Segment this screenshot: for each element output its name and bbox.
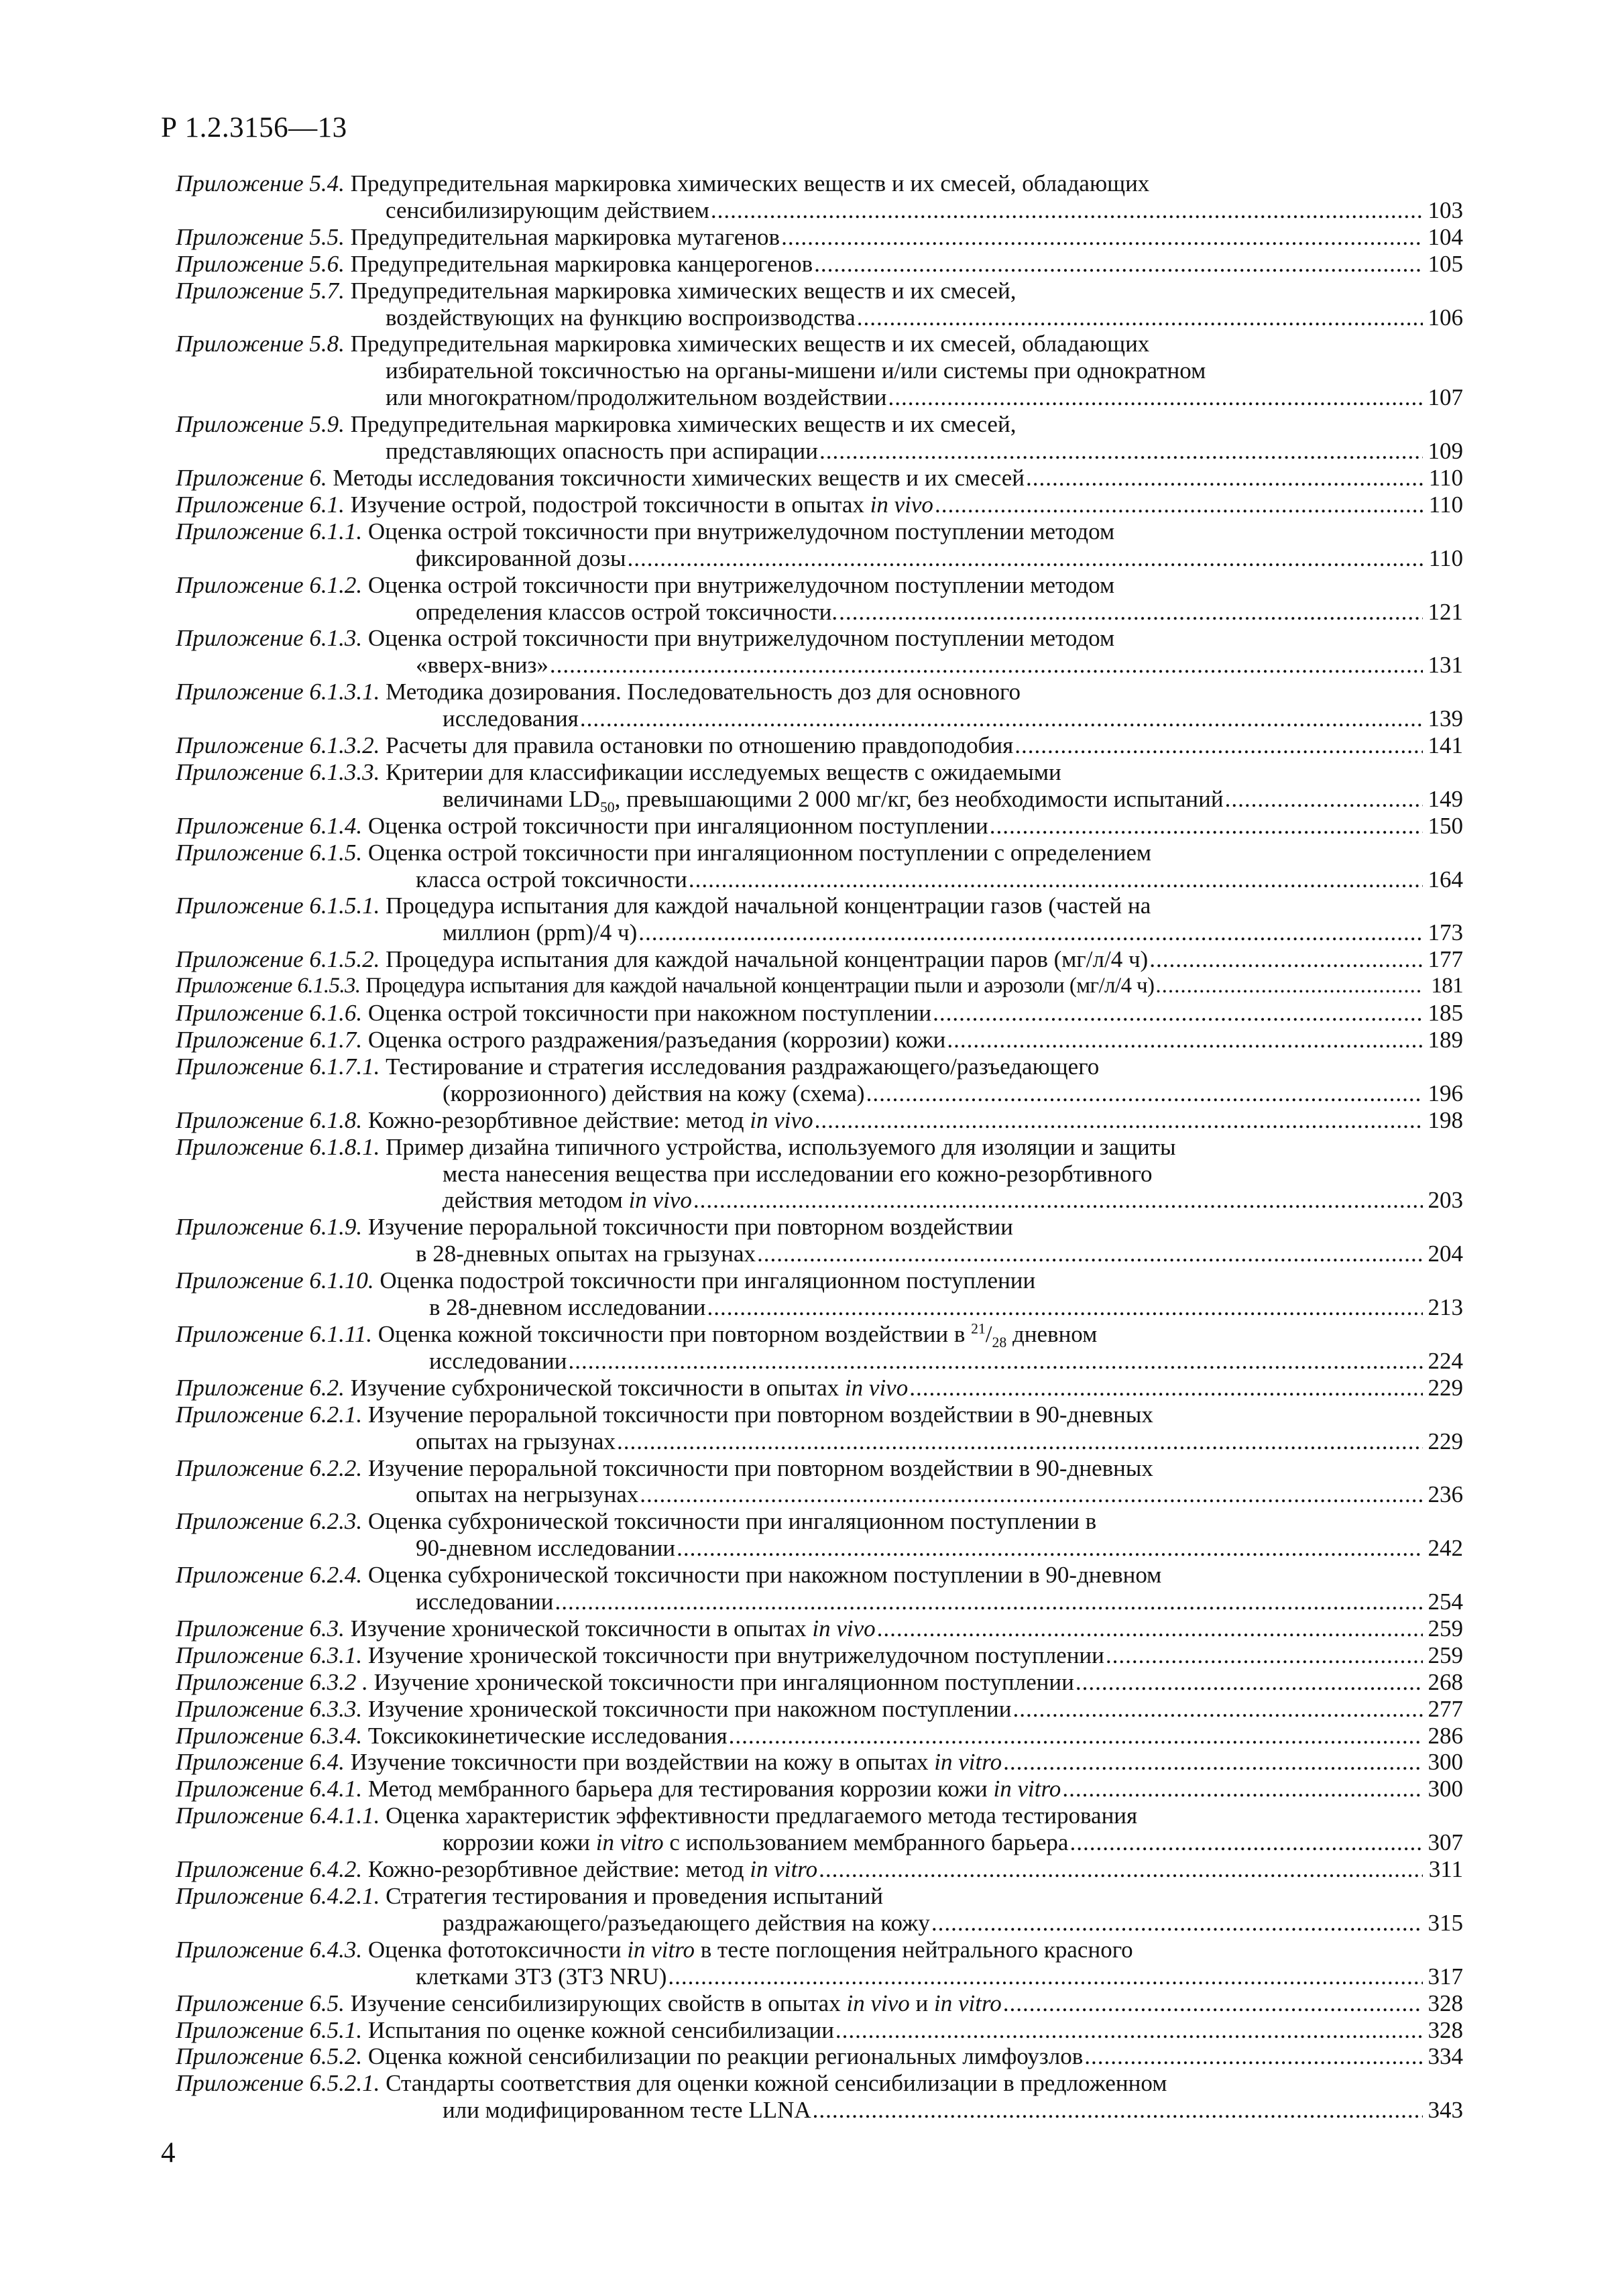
appendix-label: Приложение 6. <box>176 464 327 491</box>
toc-page-number: 286 <box>1428 1722 1463 1749</box>
toc-title: Приложение 6.5.2. Оценка кожной сенсибилизации по реакции региональных лимфоузлов <box>176 2043 1084 2070</box>
toc-entry <box>176 251 1463 278</box>
toc-title: Приложение 6.1. Изучение острой, подострой токсичности в опытах in vivo <box>176 491 933 518</box>
toc-title-line: Приложение 6.1.5.1. Процедура испытания для каждой начальной концентрации газов (частей на <box>176 893 1151 919</box>
toc-title: Приложение 5.5. Предупредительная маркировка мутагенов <box>176 223 780 250</box>
dot-leader <box>1069 1829 1423 1856</box>
dot-leader <box>933 1000 1423 1027</box>
toc-page-number: 224 <box>1428 1347 1463 1374</box>
toc-page-number: 141 <box>1428 732 1463 759</box>
toc-entry <box>176 1401 1463 1455</box>
toc-title-line: определения классов острой токсичности. <box>416 598 838 625</box>
toc-entry <box>176 331 1463 411</box>
appendix-label: Приложение 6.1.4. <box>176 812 363 839</box>
toc-entry <box>176 946 1463 973</box>
dot-leader <box>668 1963 1423 1990</box>
toc-title: Приложение 6.4. Изучение токсичности при воздействии на кожу в опытах in vitro <box>176 1749 1002 1776</box>
dot-leader <box>580 705 1423 732</box>
toc-page-number: 198 <box>1428 1106 1463 1133</box>
toc-page-number: 121 <box>1428 598 1463 625</box>
toc-title: Приложение 6.4.2. Кожно-резорбтивное действие: метод in vitro <box>176 1856 818 1883</box>
appendix-label: Приложение 6.1.11. <box>176 1320 373 1347</box>
appendix-label: Приложение 6.4. <box>176 1749 345 1776</box>
toc-title-line: или модифицированном тесте LLNA <box>443 2097 811 2124</box>
toc-title-line: Приложение 5.9. Предупредительная маркировка химических веществ и их смесей, <box>176 411 1017 438</box>
toc-page-number: 343 <box>1428 2097 1463 2124</box>
appendix-label: Приложение 6.1.8. <box>176 1106 363 1133</box>
toc-title-line: действия методом in vivo <box>443 1187 692 1214</box>
toc-page-number: 334 <box>1428 2043 1463 2070</box>
toc-entry <box>176 1562 1463 1615</box>
dot-leader <box>707 1294 1423 1321</box>
toc-entry <box>176 1508 1463 1562</box>
toc-page-number: 254 <box>1428 1589 1463 1615</box>
appendix-label: Приложение 6.2.2. <box>176 1454 363 1481</box>
toc-page-number: 300 <box>1428 1749 1463 1776</box>
toc-entry <box>176 465 1463 492</box>
toc-page-number: 105 <box>1428 250 1463 277</box>
dot-leader <box>1003 1749 1423 1776</box>
toc-page-number: 185 <box>1428 1000 1463 1027</box>
appendix-label: Приложение 6.1.5.2. <box>176 946 380 973</box>
toc-title: Приложение 6.3.3. Изучение хронической токсичности при накожном поступлении <box>176 1695 1012 1722</box>
toc-entry <box>176 1455 1463 1509</box>
toc-page-number: 203 <box>1428 1187 1463 1214</box>
toc-entry <box>176 1802 1463 1856</box>
toc-page-number: 103 <box>1428 196 1463 223</box>
toc-entry <box>176 2070 1463 2124</box>
toc-page-number: 229 <box>1428 1374 1463 1401</box>
dot-leader <box>1106 1642 1423 1669</box>
dot-leader <box>819 1856 1423 1883</box>
appendix-label: Приложение 5.6. <box>176 250 345 277</box>
dot-leader <box>1076 1669 1423 1696</box>
toc-entry <box>176 1749 1463 1776</box>
dot-leader <box>677 1535 1423 1562</box>
toc-page-number: 131 <box>1428 652 1463 679</box>
page-number: 4 <box>161 2137 176 2169</box>
toc-title-line: опытах на грызунах <box>416 1428 616 1454</box>
appendix-label: Приложение 6.1.5.1. <box>176 893 380 919</box>
toc-entry <box>176 1696 1463 1723</box>
appendix-label: Приложение 6.1.3.1. <box>176 679 380 705</box>
toc-title-line: воздействующих на функцию воспроизводства <box>386 304 856 331</box>
toc-title-line: (коррозионного) действия на кожу (схема) <box>443 1080 865 1106</box>
toc-page-number: 110 <box>1428 491 1463 518</box>
dot-leader <box>935 492 1423 518</box>
toc-entry <box>176 1321 1463 1375</box>
toc-entry <box>176 1615 1463 1642</box>
toc-title-line: Приложение 6.1.3. Оценка острой токсичности при внутрижелудочном поступлении методом <box>176 625 1115 652</box>
toc-page-number: 196 <box>1428 1080 1463 1106</box>
toc-title-line: 90-дневном исследовании <box>416 1535 676 1562</box>
toc-page-number: 300 <box>1428 1776 1463 1802</box>
toc-entry <box>176 1053 1463 1107</box>
toc-title: Приложение 6.3.4. Токсикокинетические исследования <box>176 1722 728 1749</box>
toc-page-number: 311 <box>1428 1856 1463 1883</box>
toc-entry <box>176 2043 1463 2070</box>
toc-title-line: Приложение 6.1.10. Оценка подострой токсичности при ингаляционном поступлении <box>176 1267 1036 1294</box>
toc-page-number: 109 <box>1428 438 1463 465</box>
toc-entry <box>176 813 1463 840</box>
toc-entry <box>176 1669 1463 1696</box>
dot-leader <box>835 2017 1423 2044</box>
toc-title-line: Приложение 6.1.1. Оценка острой токсичности при внутрижелудочном поступлении методом <box>176 518 1115 544</box>
toc-title: Приложение 6.2. Изучение субхронической токсичности в опытах in vivo <box>176 1374 909 1401</box>
toc-entry <box>176 1107 1463 1134</box>
toc-page-number: 315 <box>1428 1909 1463 1936</box>
dot-leader <box>1084 2043 1423 2070</box>
dot-leader <box>1155 973 1423 1000</box>
table-of-contents <box>176 170 1463 2124</box>
toc-page-number: 277 <box>1428 1695 1463 1722</box>
toc-page-number: 189 <box>1428 1027 1463 1053</box>
toc-entry <box>176 1937 1463 1990</box>
dot-leader <box>1225 786 1423 813</box>
toc-entry <box>176 1134 1463 1214</box>
dot-leader <box>990 813 1423 840</box>
toc-entry <box>176 1375 1463 1401</box>
toc-title-line: Приложение 5.7. Предупредительная маркировка химических веществ и их смесей, <box>176 277 1017 304</box>
toc-title-line: миллион (ppm)/4 ч) <box>443 919 638 946</box>
dot-leader <box>1003 1990 1423 2017</box>
toc-page-number: 259 <box>1428 1642 1463 1668</box>
dot-leader <box>814 251 1423 278</box>
appendix-label: Приложение 5.7. <box>176 277 345 304</box>
toc-title-line: фиксированной дозы <box>416 544 626 571</box>
toc-title-line: Приложение 6.5.2.1. Стандарты соответствия для оценки кожной сенсибилизации в предложенном <box>176 2070 1167 2097</box>
toc-page-number: 139 <box>1428 705 1463 732</box>
appendix-label: Приложение 6.3.2 . <box>176 1668 368 1695</box>
toc-title-line: клетками 3T3 (3T3 NRU) <box>416 1963 667 1990</box>
toc-title: Приложение 6.4.1. Метод мембранного барьера для тестирования коррозии кожи in vitro <box>176 1776 1061 1802</box>
toc-title: Приложение 6. Методы исследования токсичности химических веществ и их смесей <box>176 464 1025 491</box>
toc-title-line: Приложение 6.1.11. Оценка кожной токсичности при повторном воздействии в $^{21}/_{28}$ дневном <box>176 1320 1098 1351</box>
toc-entry <box>176 893 1463 946</box>
toc-title: Приложение 6.3. Изучение хронической токсичности в опытах in vivo <box>176 1615 876 1642</box>
dot-leader <box>757 1241 1423 1267</box>
toc-title-line: Приложение 5.8. Предупредительная маркировка химических веществ и их смесей, обладающих <box>176 331 1150 357</box>
toc-title-line: Приложение 6.1.2. Оценка острой токсичности при внутрижелудочном поступлении методом <box>176 571 1115 598</box>
toc-title-line: Приложение 6.1.8.1. Пример дизайна типичного устройства, используемого для изоляции и защиты <box>176 1133 1176 1160</box>
toc-page-number: 150 <box>1428 812 1463 839</box>
toc-entry <box>176 411 1463 465</box>
dot-leader <box>781 224 1423 251</box>
dot-leader <box>839 599 1423 626</box>
appendix-label: Приложение 6.1.1. <box>176 518 363 544</box>
appendix-label: Приложение 6.4.3. <box>176 1936 363 1963</box>
appendix-label: Приложение 6.1.5. <box>176 839 363 866</box>
toc-page-number: 236 <box>1428 1481 1463 1508</box>
toc-entry <box>176 2017 1463 2044</box>
appendix-label: Приложение 6.3.4. <box>176 1722 363 1749</box>
toc-title: Приложение 6.1.7. Оценка острого раздражения/разъедания (коррозии) кожи <box>176 1027 946 1053</box>
toc-title-line: раздражающего/разъедающего действия на кожу <box>443 1909 930 1936</box>
dot-leader <box>638 919 1423 946</box>
toc-title-line: или многократном/продолжительном воздействии <box>386 384 887 411</box>
dot-leader <box>617 1428 1423 1455</box>
toc-page-number: 328 <box>1428 1990 1463 2016</box>
toc-title-line: Приложение 6.1.5. Оценка острой токсичности при ингаляционном поступлении с определением <box>176 839 1152 866</box>
dot-leader <box>819 438 1423 465</box>
toc-title: Приложение 6.1.5.2. Процедура испытания для каждой начальной концентрации паров (мг/л/4 ч) <box>176 946 1149 973</box>
dot-leader <box>689 866 1423 893</box>
appendix-label: Приложение 5.4. <box>176 170 345 196</box>
toc-title: Приложение 6.1.4. Оценка острой токсичности при ингаляционном поступлении <box>176 812 988 839</box>
appendix-label: Приложение 5.5. <box>176 223 345 250</box>
toc-title: Приложение 6.5. Изучение сенсибилизирующих свойств в опытах in vivo и in vitro <box>176 1990 1002 2016</box>
appendix-label: Приложение 6.1.3. <box>176 625 363 652</box>
dot-leader <box>555 1589 1423 1615</box>
toc-entry <box>176 1723 1463 1749</box>
toc-page-number: 177 <box>1428 946 1463 973</box>
toc-entry <box>176 170 1463 224</box>
dot-leader <box>877 1615 1423 1642</box>
toc-title-line: Приложение 6.4.3. Оценка фототоксичности in vitro в тесте поглощения нейтрального красного <box>176 1936 1133 1963</box>
toc-page-number: 107 <box>1428 384 1463 411</box>
appendix-label: Приложение 6.2.3. <box>176 1508 363 1535</box>
toc-entry <box>176 840 1463 893</box>
toc-title-line: представляющих опасность при аспирации <box>386 438 819 465</box>
toc-title-line: Приложение 6.1.7.1. Тестирование и стратегия исследования раздражающего/разъедающего <box>176 1053 1100 1080</box>
appendix-label: Приложение 6.1. <box>176 491 345 518</box>
appendix-label: Приложение 6.1.2. <box>176 571 363 598</box>
toc-page-number: 181 <box>1431 974 1463 998</box>
toc-title-line: Приложение 6.4.2.1. Стратегия тестирования и проведения испытаний <box>176 1883 884 1909</box>
toc-title-line: коррозии кожи in vitro с использованием мембранного барьера <box>443 1829 1069 1856</box>
appendix-label: Приложение 6.1.7. <box>176 1027 363 1053</box>
toc-entry <box>176 1642 1463 1669</box>
toc-entry <box>176 572 1463 626</box>
dot-leader <box>1012 1696 1423 1723</box>
appendix-label: Приложение 6.1.9. <box>176 1214 363 1241</box>
toc-title: Приложение 6.3.2 . Изучение хронической токсичности при ингаляционном поступлении <box>176 1668 1074 1695</box>
dot-leader <box>1026 465 1423 492</box>
toc-page-number: 110 <box>1428 544 1463 571</box>
toc-page-number: 164 <box>1428 866 1463 893</box>
appendix-label: Приложение 6.1.10. <box>176 1267 374 1294</box>
appendix-label: Приложение 6.4.1. <box>176 1776 363 1802</box>
toc-page-number: 149 <box>1428 785 1463 812</box>
appendix-label: Приложение 6.1.7.1. <box>176 1053 380 1080</box>
toc-page-number: 229 <box>1428 1428 1463 1454</box>
dot-leader <box>931 1910 1423 1937</box>
toc-page-number: 268 <box>1428 1668 1463 1695</box>
dot-leader <box>711 197 1423 224</box>
dot-leader <box>550 652 1423 679</box>
toc-entry <box>176 1776 1463 1802</box>
toc-page-number: 173 <box>1428 919 1463 946</box>
appendix-label: Приложение 6.2.1. <box>176 1401 363 1428</box>
toc-page-number: 259 <box>1428 1615 1463 1642</box>
toc-title: Приложение 6.5.1. Испытания по оценке кожной сенсибилизации <box>176 2016 834 2043</box>
toc-page-number: 242 <box>1428 1535 1463 1562</box>
toc-page-number: 110 <box>1428 464 1463 491</box>
toc-entry <box>176 759 1463 813</box>
dot-leader <box>1014 732 1423 759</box>
toc-title: Приложение 5.6. Предупредительная маркировка канцерогенов <box>176 250 813 277</box>
toc-title-line: сенсибилизирующим действием <box>386 196 709 223</box>
toc-title-line: Приложение 6.2.4. Оценка субхронической токсичности при накожном поступлении в 90-дневном <box>176 1562 1162 1589</box>
toc-page-number: 204 <box>1428 1241 1463 1267</box>
toc-title: Приложение 6.1.5.3. Процедура испытания для каждой начальной концентрации пыли и аэрозоли (мг/л/4 ч) <box>176 974 1155 998</box>
toc-title-line: исследования <box>443 705 579 732</box>
toc-entry <box>176 1214 1463 1267</box>
toc-title-line: величинами $LD_{50}$, превышающими 2 000 мг/кг, без необходимости испытаний <box>443 785 1224 815</box>
appendix-label: Приложение 5.9. <box>176 411 345 438</box>
toc-title-line: исследовании <box>429 1347 567 1374</box>
dot-leader <box>909 1375 1423 1401</box>
toc-entry <box>176 732 1463 759</box>
appendix-label: Приложение 5.8. <box>176 331 345 357</box>
toc-page-number: 106 <box>1428 304 1463 331</box>
toc-entry <box>176 492 1463 518</box>
toc-title-line: Приложение 6.2.1. Изучение пероральной токсичности при повторном воздействии в 90-дневных <box>176 1401 1153 1428</box>
toc-title-line: в 28-дневных опытах на грызунах <box>416 1241 756 1267</box>
toc-title: Приложение 6.3.1. Изучение хронической токсичности при внутрижелудочном поступлении <box>176 1642 1104 1668</box>
toc-title-line: Приложение 6.2.3. Оценка субхронической токсичности при ингаляционном поступлении в <box>176 1508 1097 1535</box>
toc-entry <box>176 1027 1463 1053</box>
toc-page-number: 317 <box>1428 1963 1463 1990</box>
dot-leader <box>857 304 1423 331</box>
appendix-label: Приложение 6.2. <box>176 1374 345 1401</box>
dot-leader <box>813 2097 1423 2124</box>
dot-leader <box>693 1187 1423 1214</box>
toc-title-line: исследовании <box>416 1589 554 1615</box>
toc-entry <box>176 679 1463 732</box>
appendix-label: Приложение 6.5. <box>176 1990 345 2016</box>
appendix-label: Приложение 6.3.3. <box>176 1695 363 1722</box>
dot-leader <box>1062 1776 1423 1802</box>
dot-leader <box>640 1481 1423 1508</box>
toc-title-line: Приложение 6.1.3.3. Критерии для классификации исследуемых веществ с ожидаемыми <box>176 758 1061 785</box>
toc-page-number: 213 <box>1428 1294 1463 1321</box>
toc-page-number: 104 <box>1428 223 1463 250</box>
toc-title-line: опытах на негрызунах <box>416 1481 639 1508</box>
dot-leader <box>628 545 1424 572</box>
appendix-label: Приложение 6.1.8.1. <box>176 1133 380 1160</box>
toc-title-line: «вверх-вниз» <box>416 652 548 679</box>
appendix-label: Приложение 6.1.6. <box>176 1000 363 1027</box>
toc-title: Приложение 6.1.6. Оценка острой токсичности при накожном поступлении <box>176 1000 932 1027</box>
toc-title-line: класса острой токсичности <box>416 866 687 893</box>
dot-leader <box>1149 946 1423 973</box>
toc-entry <box>176 1990 1463 2017</box>
appendix-label: Приложение 6.3.1. <box>176 1642 363 1668</box>
appendix-label: Приложение 6.5.2. <box>176 2043 363 2070</box>
dot-leader <box>947 1027 1423 1053</box>
toc-title-line: Приложение 6.2.2. Изучение пероральной токсичности при повторном воздействии в 90-дневных <box>176 1454 1153 1481</box>
toc-title-line: Приложение 6.1.9. Изучение пероральной токсичности при повторном воздействии <box>176 1214 1013 1241</box>
toc-entry <box>176 224 1463 251</box>
toc-title-line: Приложение 5.4. Предупредительная маркировка химических веществ и их смесей, обладающих <box>176 170 1150 196</box>
appendix-label: Приложение 6.1.5.3. <box>176 974 361 998</box>
toc-title-line: избирательной токсичностью на органы-мишени и/или системы при однократном <box>386 357 1206 384</box>
appendix-label: Приложение 6.2.4. <box>176 1562 363 1589</box>
toc-title: Приложение 6.1.3.2. Расчеты для правила остановки по отношению правдоподобия <box>176 732 1014 759</box>
toc-title-line: в 28-дневном исследовании <box>429 1294 706 1321</box>
toc-entry <box>176 1000 1463 1027</box>
toc-title-line: Приложение 6.1.3.1. Методика дозирования. Последовательность доз для основного <box>176 679 1021 705</box>
toc-title-line: Приложение 6.4.1.1. Оценка характеристик эффективности предлагаемого метода тестирования <box>176 1802 1138 1829</box>
appendix-label: Приложение 6.1.3.3. <box>176 758 380 785</box>
toc-entry <box>176 1267 1463 1321</box>
toc-entry <box>176 1856 1463 1883</box>
appendix-label: Приложение 6.4.1.1. <box>176 1802 380 1829</box>
toc-entry <box>176 278 1463 331</box>
dot-leader <box>815 1107 1423 1134</box>
toc-entry <box>176 518 1463 572</box>
appendix-label: Приложение 6.4.2.1. <box>176 1883 380 1909</box>
toc-page-number: 307 <box>1428 1829 1463 1856</box>
dot-leader <box>866 1080 1423 1107</box>
dot-leader <box>888 384 1423 411</box>
appendix-label: Приложение 6.3. <box>176 1615 345 1642</box>
appendix-label: Приложение 6.1.3.2. <box>176 732 380 759</box>
toc-entry <box>176 625 1463 679</box>
toc-page-number: 328 <box>1428 2016 1463 2043</box>
appendix-label: Приложение 6.5.2.1. <box>176 2070 380 2097</box>
toc-entry <box>176 973 1463 1000</box>
appendix-label: Приложение 6.4.2. <box>176 1856 363 1883</box>
toc-title: Приложение 6.1.8. Кожно-резорбтивное действие: метод in vivo <box>176 1106 813 1133</box>
document-header: Р 1.2.3156—13 <box>161 112 347 144</box>
dot-leader <box>729 1723 1423 1749</box>
toc-title-line: места нанесения вещества при исследовании его кожно-резорбтивного <box>443 1160 1153 1187</box>
toc-entry <box>176 1883 1463 1937</box>
appendix-label: Приложение 6.5.1. <box>176 2016 363 2043</box>
dot-leader <box>568 1348 1423 1375</box>
